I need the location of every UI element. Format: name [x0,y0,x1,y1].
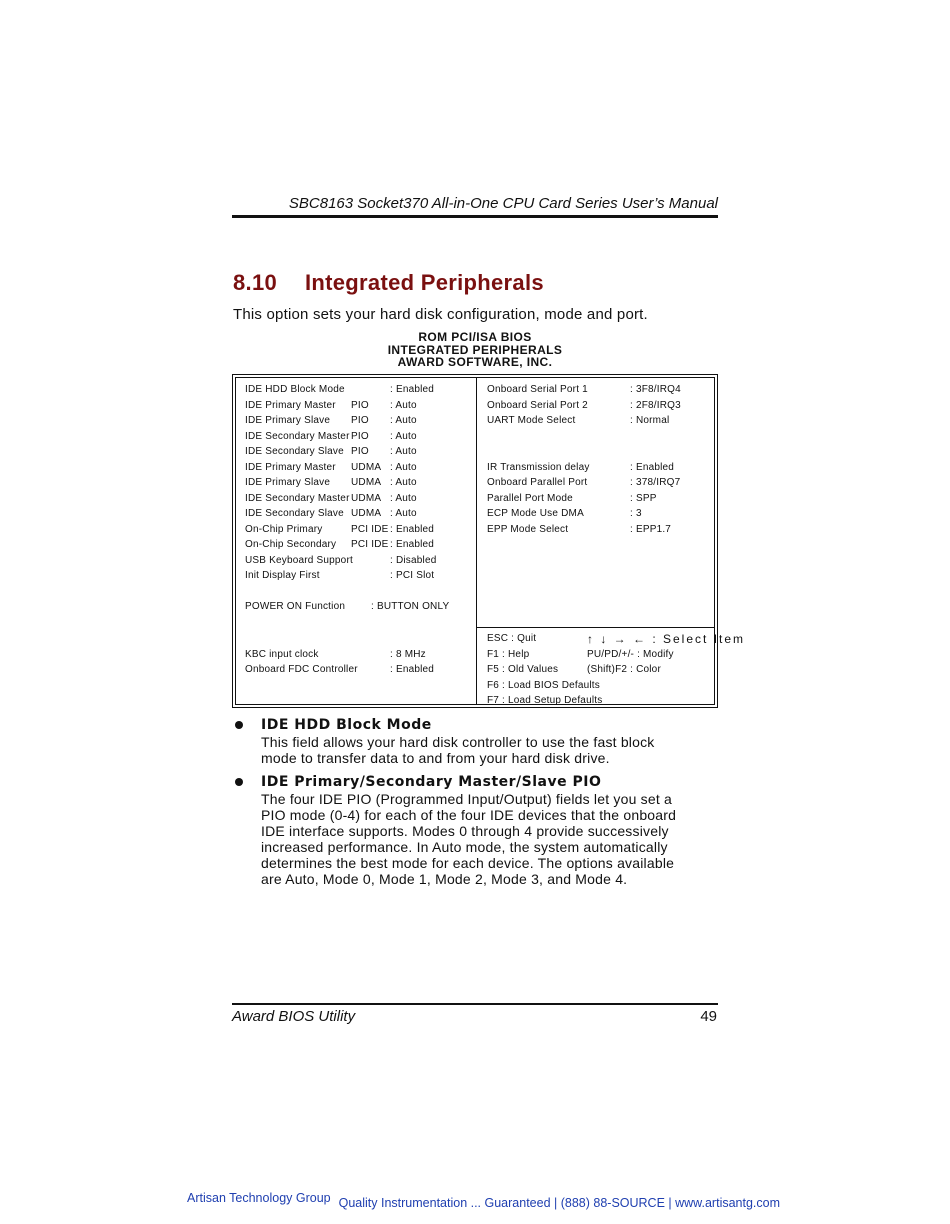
option-description [261,734,722,766]
vendor-name[interactable]: Artisan Technology Group [187,1191,331,1205]
bios-option-label: Onboard Parallel Port [487,477,588,488]
option-descriptions [232,716,722,894]
bios-option-value: : Enabled [390,664,435,675]
description-line: determines the best mode for each device. The options available [261,855,675,871]
section-number: 8.10 [233,270,278,295]
bios-option-label: KBC input clock [245,648,319,660]
bios-option-mode: PIO [351,399,369,411]
bios-option-value: : Normal [630,415,670,426]
bios-option-value: : EPP1.7 [630,523,672,535]
vendor-tagline-link[interactable]: Quality Instrumentation ... Guaranteed | (888) 88-SOURCE | www.artisantg.com [338,1196,781,1210]
bios-option-label: IDE Primary Slave [245,477,331,488]
bios-option-label: EPP Mode Select [487,523,569,535]
bios-option-mode: PIO [351,415,369,426]
bios-option-label: Parallel Port Mode [487,492,573,504]
bios-key-label: F5 : Old Values [487,664,559,675]
bios-column-divider [476,378,477,704]
bios-option-label: UART Mode Select [487,415,576,426]
bios-title-line: ROM PCI/ISA BIOS [418,330,532,344]
bios-option-value: : Auto [390,477,417,488]
section-title [233,268,544,298]
bios-option-label: IDE Secondary Master [245,430,350,442]
bios-option-mode: UDMA [351,492,382,504]
bios-title-line: AWARD SOFTWARE, INC. [397,355,553,370]
bios-option-label: On-Chip Secondary [245,539,337,550]
bios-option-label: Onboard Serial Port 1 [487,384,588,395]
list-item [232,773,722,887]
bios-key-label: F7 : Load Setup Defaults [487,695,603,706]
running-header: SBC8163 Socket370 All-in-One CPU Card Series User’s Manual [232,195,718,218]
description-line: The four IDE PIO (Programmed Input/Output) fields let you set a [261,791,672,807]
bios-option-label: IDE Primary Master [245,399,336,411]
bios-option-value: : Auto [390,492,417,504]
bios-option-label: On-Chip Primary [245,523,323,535]
description-line: are Auto, Mode 0, Mode 1, Mode 2, Mode 3, and Mode 4. [261,871,628,887]
bios-option-mode: PIO [351,446,369,457]
bios-option-value: : BUTTON ONLY [371,601,450,612]
description-line: mode to transfer data to and from your hard disk drive. [261,750,610,766]
bios-option-label: IDE Primary Slave [245,415,331,426]
bios-option-mode: UDMA [351,461,382,473]
bios-keys-divider [476,627,714,628]
bios-option-value: : PCI Slot [390,570,435,581]
bios-option-label: IDE Secondary Master [245,492,350,504]
description-line: This field allows your hard disk controller to use the fast block [261,734,655,750]
page-number: 49 [700,1008,717,1025]
description-line: PIO mode (0-4) for each of the four IDE devices that the onboard [261,807,677,823]
bios-option-label: POWER ON Function [245,601,346,612]
bios-option-mode: PCI IDE [351,539,389,550]
bios-key-label: PU/PD/+/- : Modify [587,648,674,660]
intro-paragraph: This option sets your hard disk configuration, mode and port. [233,306,648,323]
bios-option-label: Init Display First [245,570,320,581]
bios-option-value: : Auto [390,430,417,442]
bios-key-label: F6 : Load BIOS Defaults [487,679,600,691]
bios-option-value: : Enabled [630,461,675,473]
bios-option-label: IDE Secondary Slave [245,446,344,457]
bios-option-label: USB Keyboard Support [245,554,353,566]
bios-option-mode: PIO [351,430,369,442]
footer-title: Award BIOS Utility [232,1008,356,1025]
bios-option-value: : Auto [390,415,417,426]
bios-option-label: IDE Primary Master [245,461,336,473]
description-line: IDE interface supports. Modes 0 through 4 provide successively [261,823,669,839]
bios-option-label: Onboard FDC Controller [245,664,358,675]
bios-key-label: ESC : Quit [487,633,537,644]
option-heading: IDE HDD Block Mode [261,717,432,733]
bios-option-label: Onboard Serial Port 2 [487,399,588,411]
bios-option-label: IDE Secondary Slave [245,508,344,519]
bios-key-arrows: ↑ ↓ → ← : Select Item [587,632,746,646]
bios-option-label: IR Transmission delay [487,461,590,473]
bios-option-value: : Auto [390,446,417,457]
bios-option-mode: UDMA [351,508,382,519]
bios-option-value: : 8 MHz [390,648,426,660]
bios-option-value: : 3 [630,508,642,519]
bios-option-value: : 378/IRQ7 [630,477,681,488]
section-title-text: Integrated Peripherals [305,270,544,295]
bios-option-value: : Auto [390,399,417,411]
bios-option-value: : Auto [390,508,417,519]
bios-option-value: : Enabled [390,539,435,550]
description-line: increased performance. In Auto mode, the system automatically [261,839,668,855]
bios-key-label: F1 : Help [487,648,530,660]
page-footer [232,1003,718,1026]
bios-option-value: : Auto [390,461,417,473]
bios-key-label: (Shift)F2 : Color [587,664,661,675]
bios-option-mode: PCI IDE [351,523,389,535]
bios-option-value: : SPP [630,492,657,504]
bios-option-label: IDE HDD Block Mode [245,384,345,395]
bios-option-value: : 2F8/IRQ3 [630,399,681,411]
bios-screen-title [232,331,718,369]
list-item [232,716,722,766]
bios-option-value: : Enabled [390,384,435,395]
bios-option-value: : 3F8/IRQ4 [630,384,681,395]
bios-title-line: INTEGRATED PERIPHERALS [387,342,563,357]
bios-option-value: : Disabled [390,554,437,566]
bullet-dot-icon [235,778,243,786]
bios-screen [232,374,746,708]
bios-option-value: : Enabled [390,523,435,535]
bios-screen-inner [235,377,746,706]
bios-option-mode: UDMA [351,477,382,488]
bios-option-label: ECP Mode Use DMA [487,508,584,519]
vendor-banner [187,1191,807,1211]
option-heading: IDE Primary/Secondary Master/Slave PIO [261,774,602,790]
bullet-dot-icon [235,721,243,729]
option-description [261,791,722,887]
